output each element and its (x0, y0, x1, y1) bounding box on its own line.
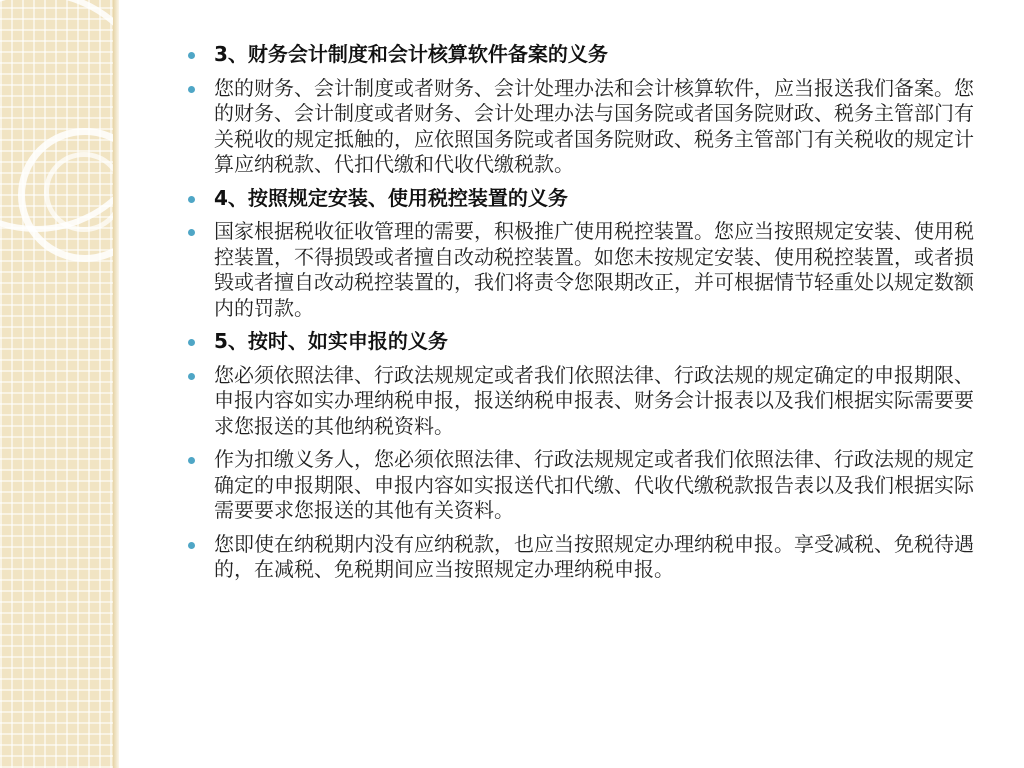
bullet-dot-icon (188, 52, 195, 59)
section-heading: 3、财务会计制度和会计核算软件备案的义务 (214, 42, 608, 66)
slide-content (184, 42, 984, 591)
bullet-dot-icon (188, 373, 195, 380)
list-item (184, 186, 984, 212)
paragraph-text: 您即使在纳税期内没有应纳税款，也应当按照规定办理纳税申报。享受减税、免税待遇的，在减税、免税期间应当按照规定办理纳税申报。 (214, 531, 974, 581)
list-item (184, 447, 984, 524)
section-heading: 5、按时、如实申报的义务 (214, 329, 448, 353)
bullet-dot-icon (188, 86, 195, 93)
bullet-dot-icon (188, 457, 195, 464)
list-item (184, 363, 984, 440)
paragraph-text: 国家根据税收征收管理的需要，积极推广使用税控装置。您应当按照规定安装、使用税控装置，不得损毁或者擅自改动税控装置。如您未按规定安装、使用税控装置，或者损毁或者擅自改动税控装置的，我们将责令您限期改正，并可根据情节轻重处以规定数额内的罚款。 (214, 219, 974, 320)
bullet-dot-icon (188, 542, 195, 549)
section-heading: 4、按照规定安装、使用税控装置的义务 (214, 185, 568, 210)
bullet-dot-icon (188, 196, 195, 203)
decorative-sidebar (0, 0, 113, 768)
paragraph-text: 您必须依照法律、行政法规规定或者我们依照法律、行政法规的规定确定的申报期限、申报内容如实办理纳税申报，报送纳税申报表、财务会计报表以及我们根据实际需要要求您报送的其他纳税资料。 (214, 362, 974, 438)
bullet-list (184, 42, 984, 583)
list-item (184, 329, 984, 355)
list-item (184, 76, 984, 178)
list-item (184, 219, 984, 321)
paragraph-text: 您的财务、会计制度或者财务、会计处理办法和会计核算软件，应当报送我们备案。您的财务、会计制度或者财务、会计处理办法与国务院或者国务院财政、税务主管部门有关税收的规定抵触的，应依照国务院或者国务院财政、税务主管部门有关税收的规定计算应纳税款、代扣代缴和代收代缴税款。 (214, 75, 974, 176)
list-item (184, 532, 984, 583)
bullet-dot-icon (188, 229, 195, 236)
bullet-dot-icon (188, 339, 195, 346)
list-item (184, 42, 984, 68)
paragraph-text: 作为扣缴义务人，您必须依照法律、行政法规规定或者我们依照法律、行政法规的规定确定的申报期限、申报内容如实报送代扣代缴、代收代缴税款报告表以及我们根据实际需要要求您报送的其他有关资料。 (214, 447, 974, 522)
sidebar-edge (113, 0, 119, 768)
